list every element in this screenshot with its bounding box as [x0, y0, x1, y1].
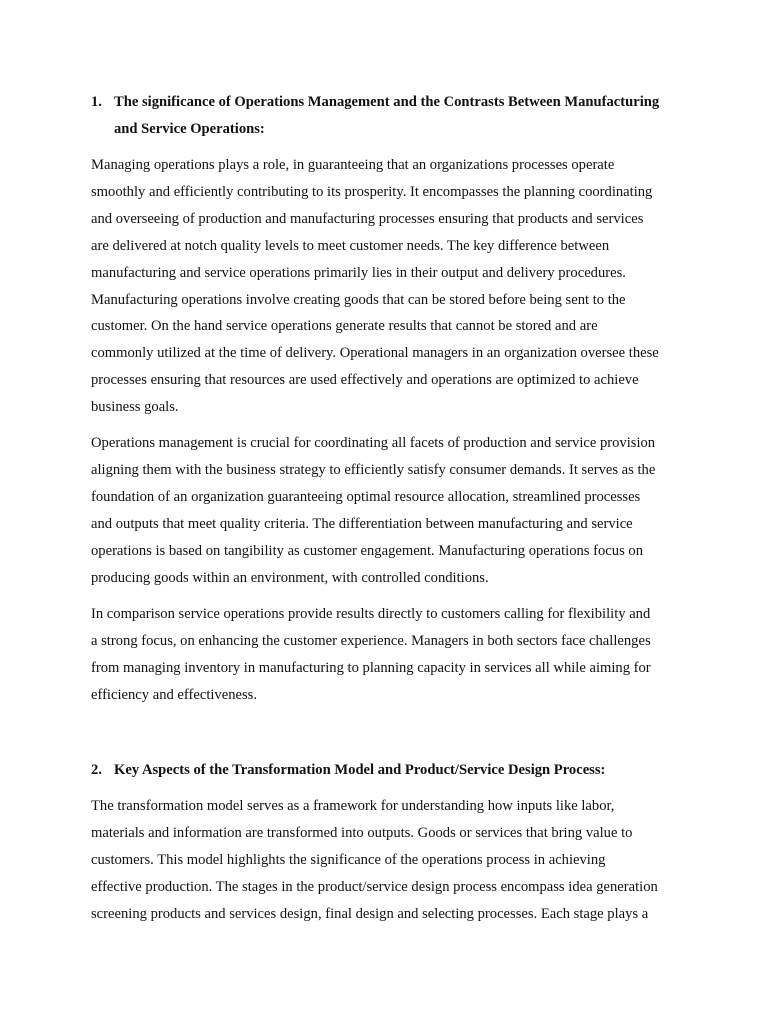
- paragraph-line: Manufacturing operations involve creating goods that can be stored before being sent to the: [91, 291, 626, 308]
- paragraph-line: foundation of an organization guaranteeing optimal resource allocation, streamlined processes: [91, 488, 641, 505]
- section-2-title-line-1: Key Aspects of the Transformation Model and Product/Service Design Process:: [114, 762, 606, 778]
- paragraph-line: screening products and services design, final design and selecting processes. Each stage plays a: [91, 905, 649, 922]
- paragraph-line: manufacturing and service operations primarily lies in their output and delivery procedures.: [91, 264, 626, 281]
- paragraph-line: Operations management is crucial for coordinating all facets of production and service provision: [91, 435, 656, 451]
- paragraph-line: and overseeing of production and manufacturing processes ensuring that products and services: [91, 210, 644, 227]
- section-2-number: 2.: [91, 762, 102, 778]
- paragraph-line: and outputs that meet quality criteria. The differentiation between manufacturing and service: [91, 515, 633, 532]
- section-2-heading: [91, 757, 691, 784]
- paragraph-line: operations is based on tangibility as customer engagement. Manufacturing operations focus on: [91, 542, 643, 559]
- section-1-number: 1.: [91, 94, 102, 110]
- paragraph-line: customer. On the hand service operations generate results that cannot be stored and are: [91, 318, 598, 335]
- paragraph-line: producing goods within an environment, with controlled conditions.: [91, 569, 489, 586]
- paragraph-line: efficiency and effectiveness.: [91, 686, 257, 703]
- paragraph-line: customers. This model highlights the significance of the operations process in achieving: [91, 851, 606, 868]
- paragraph-line: Managing operations plays a role, in guaranteeing that an organizations processes operate: [91, 157, 615, 173]
- paragraph-line: processes ensuring that resources are used effectively and operations are optimized to achieve: [91, 372, 639, 389]
- paragraph-line: effective production. The stages in the product/service design process encompass idea generation: [91, 878, 658, 895]
- paragraph-line: from managing inventory in manufacturing to planning capacity in services all while aiming for: [91, 659, 651, 676]
- section-1-paragraph-3: [91, 601, 681, 709]
- section-1-title-line-1: The significance of Operations Management and the Contrasts Between Manufacturing: [114, 94, 660, 110]
- section-2-paragraph-1: [91, 793, 681, 928]
- paragraph-line: aligning them with the business strategy to efficiently satisfy consumer demands. It serves as the: [91, 461, 656, 478]
- section-1-title-line-2: and Service Operations:: [114, 121, 265, 137]
- paragraph-line: In comparison service operations provide results directly to customers calling for flexibility and: [91, 606, 651, 622]
- paragraph-line: materials and information are transformed into outputs. Goods or services that bring value to: [91, 824, 633, 841]
- section-1-heading: [91, 89, 691, 143]
- section-1-paragraph-2: [91, 430, 681, 591]
- paragraph-line: The transformation model serves as a framework for understanding how inputs like labor,: [91, 798, 615, 814]
- section-1-paragraph-1: [91, 152, 681, 421]
- paragraph-line: commonly utilized at the time of delivery. Operational managers in an organization oversee these: [91, 345, 659, 362]
- paragraph-line: are delivered at notch quality levels to meet customer needs. The key difference between: [91, 237, 610, 254]
- paragraph-line: business goals.: [91, 399, 179, 416]
- paragraph-line: a strong focus, on enhancing the customer experience. Managers in both sectors face challenges: [91, 632, 651, 649]
- paragraph-line: smoothly and efficiently contributing to its prosperity. It encompasses the planning coordinating: [91, 183, 653, 200]
